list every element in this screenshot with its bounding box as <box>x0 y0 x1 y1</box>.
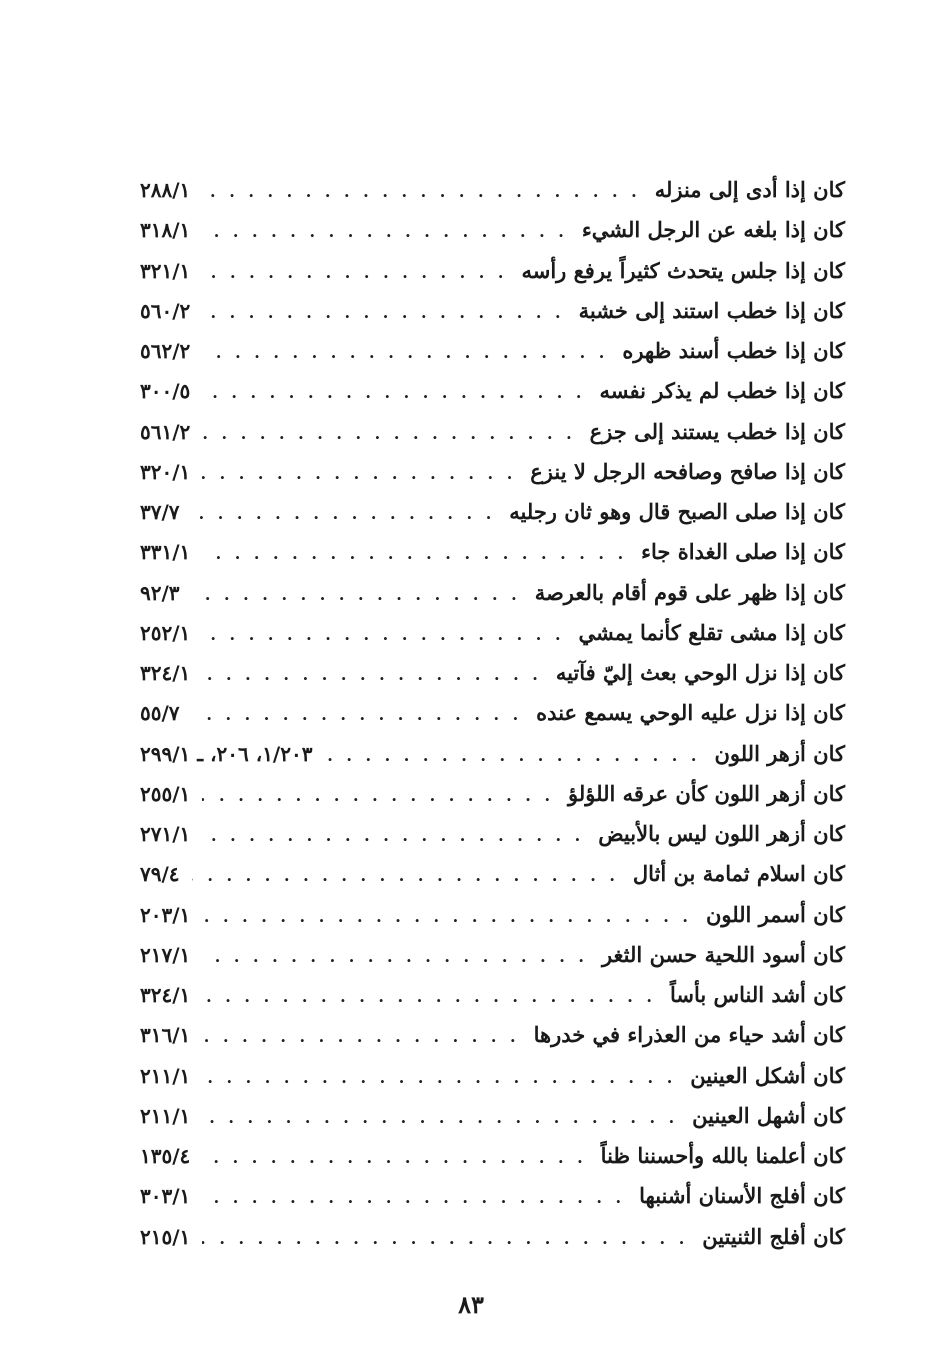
entry-text: كان إذا مشى تقلع كأنما يمشي <box>578 619 845 645</box>
entry-text: كان إذا أدى إلى منزله <box>654 177 845 202</box>
entry-reference: ٣٢١/١ <box>140 258 191 283</box>
entry-reference: ٣١٦/١ <box>140 1023 191 1048</box>
entry-reference: ٣٠٣/١ <box>140 1184 191 1209</box>
index-entry <box>140 895 845 935</box>
index-entry <box>140 1217 845 1257</box>
dot-leader <box>202 1138 586 1178</box>
entry-text: كان أزهر اللون كأن عرقه اللؤلؤ <box>568 780 845 806</box>
page-number: ٨٣ <box>458 1290 484 1319</box>
entry-reference: ٣٢٤/١ <box>140 983 191 1007</box>
index-entry <box>140 1096 845 1136</box>
index-entry <box>140 210 845 250</box>
dot-leader <box>192 494 496 534</box>
entry-reference: ٥٦٢/٢ <box>140 339 191 363</box>
index-entry <box>140 1056 845 1096</box>
index-entry <box>140 331 845 371</box>
dot-leader <box>202 1219 688 1259</box>
entry-text: كان إذا صافح وصافحه الرجل لا ينزع <box>530 458 845 484</box>
index-entry <box>140 492 845 532</box>
index-entry <box>140 452 845 492</box>
entry-text: كان أسود اللحية حسن الثغر <box>601 941 845 967</box>
index-entry <box>140 975 845 1015</box>
entry-reference: ٢٥٥/١ <box>140 781 191 806</box>
entry-text: كان أسمر اللون <box>705 901 845 927</box>
index-entry <box>140 935 845 975</box>
entry-text: كان أزهر اللون <box>714 740 845 766</box>
dot-leader <box>202 776 554 816</box>
index-entry <box>140 734 845 774</box>
entry-text: كان أعلمنا بالله وأحسننا ظناً <box>600 1143 845 1168</box>
entry-text: كان إذا صلى الغداة جاء <box>641 539 845 565</box>
index-entry <box>140 693 845 733</box>
index-entry <box>140 1136 845 1176</box>
entry-reference: ٥٥/٧ <box>140 701 180 726</box>
entry-text: كان إذا نزل الوحي بعث إليّ فآتيه <box>555 660 845 685</box>
dot-leader <box>202 1098 678 1138</box>
entry-reference: ٣٠٠/٥ <box>140 379 191 404</box>
dot-leader <box>202 615 564 655</box>
entry-text: كان إذا خطب أسند ظهره <box>622 338 845 363</box>
entry-reference: ٢١١/١ <box>140 1103 191 1128</box>
entry-reference: ٢١٧/١ <box>140 942 191 967</box>
dot-leader <box>202 212 568 252</box>
dot-leader <box>202 414 575 454</box>
index-entry <box>140 251 845 291</box>
entry-reference: ٢١٥/١ <box>140 1224 191 1249</box>
entry-text: كان إذا جلس يتحدث كثيراً يرفع رأسه <box>521 257 845 283</box>
dot-leader <box>202 333 608 373</box>
entry-reference: ٥٦١/٢ <box>140 419 191 444</box>
dot-leader <box>202 937 588 977</box>
entry-reference: ١/٢٠٣، ٢٠٦، ـ ٢٩٩/١ <box>140 741 313 766</box>
entry-text: كان أشكل العينين <box>690 1062 845 1088</box>
entry-reference: ٧٩/٤ <box>140 862 180 887</box>
entry-text: كان إذا خطب استند إلى خشبة <box>578 297 845 323</box>
entry-text: كان إذا نزل عليه الوحي يسمع عنده <box>536 700 845 726</box>
entry-reference: ٣٢٠/١ <box>140 459 191 484</box>
dot-leader <box>202 172 640 212</box>
entry-text: كان إذا بلغه عن الرجل الشيء <box>581 217 845 243</box>
index-entry <box>140 532 845 572</box>
entry-text: كان أفلج الثنيتين <box>702 1223 845 1249</box>
dot-leader <box>202 373 585 413</box>
dot-leader <box>202 253 507 293</box>
entry-reference: ٢٧١/١ <box>140 822 191 846</box>
index-entry <box>140 1176 845 1216</box>
dot-leader <box>324 736 700 776</box>
index-entry <box>140 291 845 331</box>
index-entry <box>140 170 845 210</box>
entry-reference: ٩٢/٣ <box>140 580 180 605</box>
dot-leader <box>202 1178 625 1218</box>
entry-reference: ٥٦٠/٢ <box>140 298 191 323</box>
dot-leader <box>202 534 627 574</box>
dot-leader <box>202 454 516 494</box>
index-list <box>140 170 845 1257</box>
index-entry <box>140 653 845 693</box>
entry-text: كان أزهر اللون ليس بالأبيض <box>598 821 845 846</box>
entry-text: كان أشد حياء من العذراء في خدرها <box>533 1022 845 1048</box>
index-entry <box>140 854 845 894</box>
entry-reference: ٢٥٢/١ <box>140 620 191 645</box>
index-entry <box>140 1015 845 1055</box>
entry-reference: ٢٠٣/١ <box>140 902 191 927</box>
entry-text: كان أفلج الأسنان أشنبها <box>639 1183 845 1209</box>
dot-leader <box>192 856 619 896</box>
entry-text: كان اسلام ثمامة بن أثال <box>632 861 845 887</box>
dot-leader <box>202 816 584 856</box>
dot-leader <box>202 1017 519 1057</box>
dot-leader <box>192 695 523 735</box>
entry-text: كان إذا خطب لم يذكر نفسه <box>599 378 845 404</box>
index-entry <box>140 814 845 854</box>
entry-text: كان أشهل العينين <box>692 1102 845 1128</box>
entry-reference: ٢٨٨/١ <box>140 178 191 202</box>
dot-leader <box>202 1058 676 1098</box>
entry-reference: ٣٣١/١ <box>140 540 191 565</box>
entry-reference: ٣٧/٧ <box>140 500 180 524</box>
entry-text: كان إذا صلى الصبح قال وهو ثان رجليه <box>509 499 845 524</box>
index-entry <box>140 573 845 613</box>
entry-reference: ٣١٨/١ <box>140 218 191 243</box>
entry-reference: ٣٢٤/١ <box>140 661 191 685</box>
entry-reference: ١٣٥/٤ <box>140 1144 191 1168</box>
entry-reference: ٢١١/١ <box>140 1063 191 1088</box>
dot-leader <box>202 293 564 333</box>
dot-leader <box>202 897 692 937</box>
index-entry <box>140 613 845 653</box>
index-entry <box>140 412 845 452</box>
entry-text: كان إذا خطب يستند إلى جزع <box>589 418 845 444</box>
dot-leader <box>202 977 656 1017</box>
index-entry <box>140 371 845 411</box>
entry-text: كان إذا ظهر على قوم أقام بالعرصة <box>534 579 845 605</box>
entry-text: كان أشد الناس بأساً <box>669 982 845 1007</box>
dot-leader <box>202 655 542 695</box>
dot-leader <box>192 575 521 615</box>
index-entry <box>140 774 845 814</box>
